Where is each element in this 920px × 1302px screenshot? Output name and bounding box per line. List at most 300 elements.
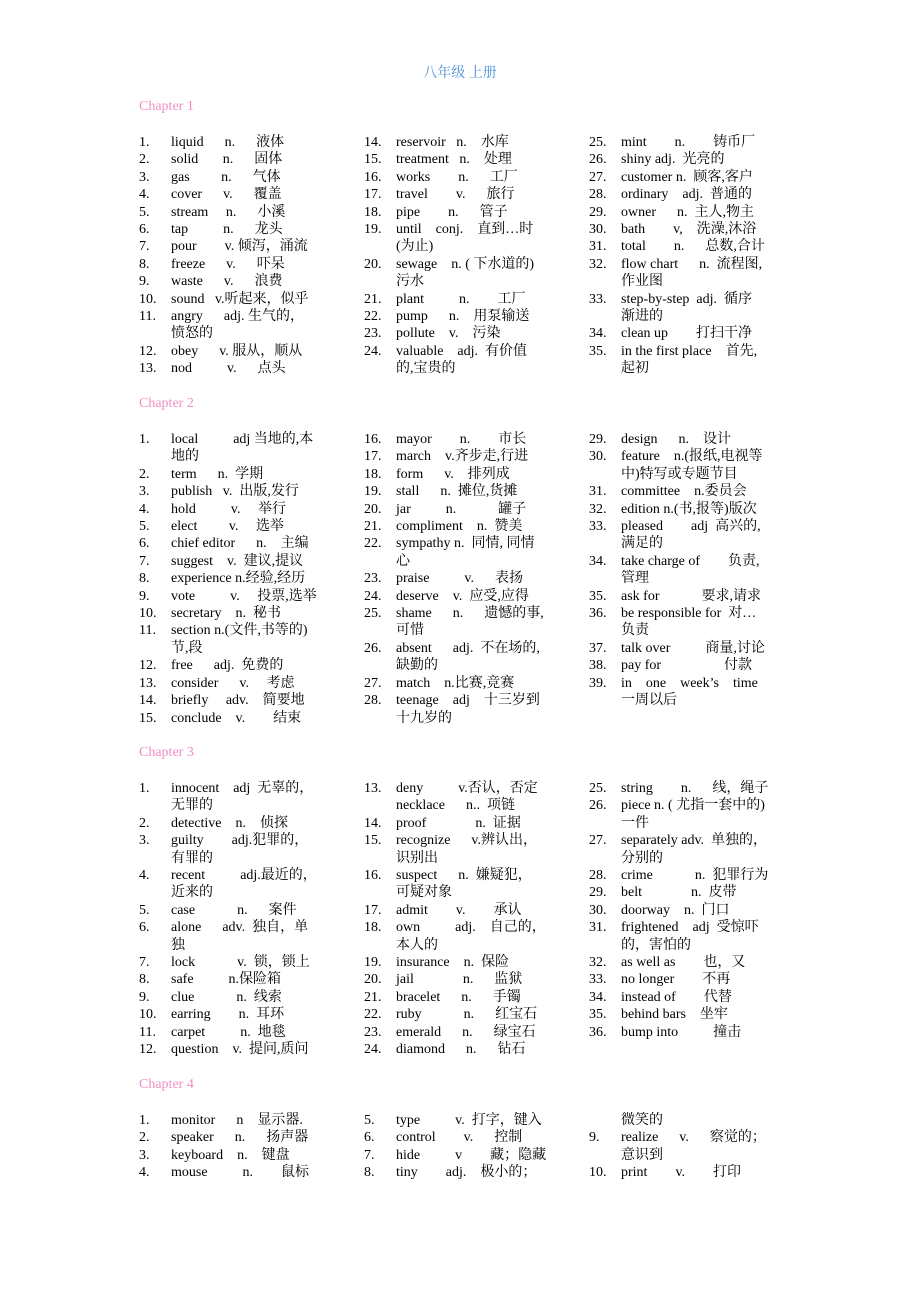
chapter-3-column-3 bbox=[589, 780, 804, 1041]
entry-text: pleased adj 高兴的, 满足的 bbox=[621, 519, 761, 552]
vocab-entry bbox=[364, 692, 579, 727]
vocab-entry bbox=[589, 238, 804, 255]
vocab-entry bbox=[139, 360, 354, 377]
entry-text: step-by-step adj. 循序 渐进的 bbox=[621, 291, 753, 325]
entry-text: absent adj. 不在场的, 缺勤的 bbox=[396, 640, 540, 674]
entry-number: 13. bbox=[364, 781, 382, 796]
entry-number: 4. bbox=[139, 1165, 150, 1181]
entry-number: 28. bbox=[589, 187, 607, 203]
vocab-entry bbox=[589, 1006, 804, 1023]
entry-text: piece n. ( 尤指一套中的) 一件 bbox=[621, 798, 765, 831]
entry-number: 19. bbox=[364, 222, 382, 238]
vocab-entry bbox=[589, 204, 804, 221]
entry-number: 30. bbox=[589, 449, 607, 465]
entry-text: travel v. 旅行 bbox=[396, 187, 515, 203]
entry-number: 23. bbox=[364, 1024, 382, 1040]
entry-text: bath v, 洗澡,沐浴 bbox=[621, 222, 757, 238]
vocab-entry bbox=[589, 954, 804, 971]
vocab-entry bbox=[139, 291, 354, 308]
entry-text: waste v. 浪费 bbox=[171, 274, 283, 290]
vocab-entry bbox=[139, 815, 354, 832]
entry-number: 14. bbox=[364, 815, 382, 831]
vocab-entry bbox=[139, 919, 354, 954]
vocab-entry bbox=[139, 605, 354, 622]
entry-number: 9. bbox=[139, 588, 150, 604]
entry-text: 微笑的 bbox=[621, 1113, 663, 1128]
entry-number: 6. bbox=[139, 536, 150, 552]
vocab-entry bbox=[364, 466, 579, 483]
vocab-entry bbox=[364, 797, 579, 814]
entry-number: 9. bbox=[589, 1130, 600, 1146]
vocab-entry bbox=[139, 1041, 354, 1058]
vocab-entry bbox=[364, 902, 579, 919]
entry-text: type v. 打字，键入 bbox=[396, 1113, 542, 1128]
entry-number: 26. bbox=[589, 152, 607, 168]
entry-text: bump into 撞击 bbox=[621, 1024, 742, 1040]
entry-number: 19. bbox=[364, 955, 382, 971]
vocab-entry bbox=[589, 483, 804, 500]
entry-text: clue n. 线索 bbox=[171, 989, 282, 1005]
vocab-entry bbox=[589, 1129, 804, 1164]
entry-text: flow chart n. 流程图, 作业图 bbox=[621, 256, 763, 290]
vocab-entry bbox=[364, 204, 579, 221]
entry-text: monitor n 显示器. bbox=[171, 1113, 303, 1128]
vocab-entry bbox=[364, 675, 579, 692]
entry-number: 20. bbox=[364, 972, 382, 988]
entry-number: 29. bbox=[589, 885, 607, 901]
chapter-4-column-3 bbox=[589, 1112, 804, 1182]
entry-text: suggest v. 建议,提议 bbox=[171, 553, 304, 569]
chapter-4-column-2 bbox=[364, 1112, 579, 1182]
entry-text: conclude v. 结束 bbox=[171, 710, 302, 726]
entry-number: 13. bbox=[139, 361, 157, 377]
entry-number: 10. bbox=[139, 606, 157, 622]
vocab-entry bbox=[139, 553, 354, 570]
entry-number: 36. bbox=[589, 1024, 607, 1040]
entry-text: pipe n. 管子 bbox=[396, 204, 508, 220]
entry-text: praise v. 表扬 bbox=[396, 571, 524, 587]
entry-text: crime n. 犯罪行为 bbox=[621, 868, 769, 884]
entry-text: tiny adj. 极小的； bbox=[396, 1165, 537, 1181]
chapter-2-column-2 bbox=[364, 431, 579, 727]
entry-text: insurance n. 保险 bbox=[396, 955, 510, 971]
entry-text: sewage n. ( 下水道的) 污水 bbox=[396, 256, 535, 290]
entry-number: 17. bbox=[364, 449, 382, 465]
entry-text: ordinary adj. 普通的 bbox=[621, 187, 753, 203]
vocab-entry bbox=[589, 256, 804, 291]
chapter-1-column-3 bbox=[589, 134, 804, 378]
entry-text: recent adj.最近的， 近来的 bbox=[171, 868, 317, 901]
vocab-entry bbox=[589, 518, 804, 553]
entry-number: 19. bbox=[364, 484, 382, 500]
vocab-entry bbox=[364, 1112, 579, 1129]
entry-text: briefly adv. 简要地 bbox=[171, 693, 305, 709]
entry-text: local adj 当地的,本 地的 bbox=[171, 432, 314, 465]
entry-text: instead of 代替 bbox=[621, 989, 732, 1005]
entry-text: owner n. 主人,物主 bbox=[621, 204, 754, 220]
vocab-entry bbox=[139, 989, 354, 1006]
entry-number: 7. bbox=[139, 239, 150, 255]
vocab-entry bbox=[139, 518, 354, 535]
entry-text: pour v. 倾泻，涌流 bbox=[171, 239, 308, 255]
entry-text: separately adv. 单独的， 分别的 bbox=[621, 833, 768, 866]
entry-number: 22. bbox=[364, 309, 382, 325]
entry-number: 11. bbox=[139, 1024, 156, 1040]
vocab-entry bbox=[139, 466, 354, 483]
vocab-entry bbox=[364, 640, 579, 675]
entry-number: 20. bbox=[364, 256, 382, 272]
vocab-entry bbox=[589, 588, 804, 605]
entry-text: feature n.(报纸,电视等 中)特写或专题节目 bbox=[621, 449, 763, 482]
entry-number: 17. bbox=[364, 902, 382, 918]
entry-text: jail n. 监狱 bbox=[396, 972, 523, 988]
vocab-entry bbox=[364, 1147, 579, 1164]
entry-text: works n. 工厂 bbox=[396, 169, 518, 185]
vocab-entry bbox=[139, 501, 354, 518]
entry-number: 32. bbox=[589, 501, 607, 517]
vocab-entry bbox=[364, 151, 579, 168]
entry-number: 23. bbox=[364, 326, 382, 342]
entry-text: no longer 不再 bbox=[621, 972, 731, 988]
entry-number: 9. bbox=[139, 989, 150, 1005]
entry-number: 11. bbox=[139, 623, 156, 639]
entry-text: diamond n. 钻石 bbox=[396, 1042, 526, 1058]
entry-number: 24. bbox=[364, 588, 382, 604]
entry-number: 24. bbox=[364, 1042, 382, 1058]
entry-number: 25. bbox=[589, 135, 607, 150]
entry-text: until conj. 直到…时 (为止) bbox=[396, 222, 534, 255]
vocab-entry bbox=[589, 1024, 804, 1041]
entry-number: 15. bbox=[364, 833, 382, 849]
vocab-entry bbox=[139, 1006, 354, 1023]
entry-text: bracelet n. 手镯 bbox=[396, 989, 521, 1005]
entry-number: 32. bbox=[589, 955, 607, 971]
entry-number: 21. bbox=[364, 291, 382, 307]
vocab-entry bbox=[364, 570, 579, 587]
entry-text: customer n. 顾客,客户 bbox=[621, 169, 753, 185]
entry-text: sound v.听起来，似乎 bbox=[171, 291, 309, 307]
entry-number: 35. bbox=[589, 343, 607, 359]
entry-number: 18. bbox=[364, 920, 382, 936]
entry-number: 21. bbox=[364, 519, 382, 535]
entry-text: treatment n. 处理 bbox=[396, 152, 512, 168]
entry-number: 3. bbox=[139, 169, 150, 185]
vocab-entry bbox=[364, 1129, 579, 1146]
vocab-entry bbox=[139, 186, 354, 203]
vocab-entry bbox=[139, 535, 354, 552]
entry-text: deserve v. 应受,应得 bbox=[396, 588, 529, 604]
entry-number: 3. bbox=[139, 833, 150, 849]
entry-number: 9. bbox=[139, 274, 150, 290]
entry-text: freeze v. 吓呆 bbox=[171, 256, 285, 272]
vocab-entry bbox=[364, 186, 579, 203]
vocab-entry bbox=[589, 501, 804, 518]
entry-number: 37. bbox=[589, 640, 607, 656]
entry-number: 15. bbox=[139, 710, 157, 726]
entry-number: 3. bbox=[139, 1147, 150, 1163]
entry-text: valuable adj. 有价值 的,宝贵的 bbox=[396, 343, 528, 377]
vocab-entry bbox=[364, 343, 579, 378]
vocab-entry bbox=[139, 1164, 354, 1181]
entry-number: 4. bbox=[139, 187, 150, 203]
entry-text: tap n. 龙头 bbox=[171, 222, 283, 238]
entry-number: 29. bbox=[589, 204, 607, 220]
entry-number: 2. bbox=[139, 152, 150, 168]
entry-text: march v.齐步走,行进 bbox=[396, 449, 529, 465]
vocab-entry bbox=[589, 325, 804, 342]
entry-text: speaker n. 扬声器 bbox=[171, 1130, 309, 1146]
vocab-entry bbox=[364, 169, 579, 186]
chapter-1-column-2 bbox=[364, 134, 579, 378]
vocab-entry bbox=[139, 169, 354, 186]
entry-number: 17. bbox=[364, 187, 382, 203]
vocab-entry bbox=[139, 710, 354, 727]
entry-text: lock v. 锁，锁上 bbox=[171, 955, 310, 971]
entry-text: pay for 付款 bbox=[621, 658, 753, 674]
entry-text: guilty adj.犯罪的， 有罪的 bbox=[171, 833, 309, 866]
entry-number: 2. bbox=[139, 815, 150, 831]
entry-number: 3. bbox=[139, 484, 150, 500]
entry-text: realize v. 察觉的； 意识到 bbox=[621, 1130, 766, 1163]
entry-number: 14. bbox=[364, 135, 382, 150]
entry-number: 26. bbox=[589, 798, 607, 814]
vocab-entry bbox=[364, 954, 579, 971]
entry-number: 31. bbox=[589, 484, 607, 500]
entry-number: 10. bbox=[139, 291, 157, 307]
vocab-entry bbox=[364, 291, 579, 308]
entry-number: 18. bbox=[364, 466, 382, 482]
vocab-entry bbox=[364, 431, 579, 448]
entry-text: deny v.否认，否定 bbox=[396, 781, 538, 796]
vocab-entry bbox=[364, 518, 579, 535]
vocab-entry bbox=[364, 308, 579, 325]
entry-text: nod v. 点头 bbox=[171, 361, 286, 377]
entry-number bbox=[364, 797, 396, 814]
entry-number: 10. bbox=[589, 1165, 607, 1181]
entry-number: 18. bbox=[364, 204, 382, 220]
vocab-entry bbox=[139, 256, 354, 273]
entry-text: ruby n. 红宝石 bbox=[396, 1007, 538, 1023]
vocab-entry bbox=[364, 919, 579, 954]
entry-text: liquid n. 液体 bbox=[171, 135, 285, 150]
vocab-entry bbox=[589, 151, 804, 168]
vocab-entry bbox=[589, 134, 804, 151]
entry-number: 7. bbox=[364, 1147, 375, 1163]
vocab-entry bbox=[589, 919, 804, 954]
entry-number: 1. bbox=[139, 1113, 150, 1128]
vocab-entry bbox=[589, 989, 804, 1006]
entry-number: 8. bbox=[139, 256, 150, 272]
entry-number: 33. bbox=[589, 519, 607, 535]
entry-text: alone adv. 独自，单 独 bbox=[171, 920, 309, 953]
vocab-entry bbox=[364, 588, 579, 605]
vocab-entry bbox=[364, 605, 579, 640]
vocab-entry bbox=[589, 971, 804, 988]
vocab-entry bbox=[589, 448, 804, 483]
entry-text: clean up 打扫干净 bbox=[621, 326, 753, 342]
entry-number: 13. bbox=[139, 675, 157, 691]
entry-text: innocent adj 无辜的， 无罪的 bbox=[171, 781, 314, 814]
entry-text: shiny adj. 光亮的 bbox=[621, 152, 725, 168]
entry-text: carpet n. 地毯 bbox=[171, 1024, 286, 1040]
entry-number: 11. bbox=[139, 309, 156, 325]
entry-number: 27. bbox=[364, 675, 382, 691]
vocab-entry bbox=[364, 971, 579, 988]
vocab-entry bbox=[589, 186, 804, 203]
entry-number: 1. bbox=[139, 432, 150, 447]
entry-number: 23. bbox=[364, 571, 382, 587]
entry-text: compliment n. 赞美 bbox=[396, 519, 523, 535]
vocab-entry bbox=[589, 553, 804, 588]
vocab-entry bbox=[139, 134, 354, 151]
entry-number: 28. bbox=[364, 693, 382, 709]
entry-text: talk over 商量,讨论 bbox=[621, 640, 765, 656]
vocab-entry bbox=[139, 308, 354, 343]
entry-number: 10. bbox=[139, 1007, 157, 1023]
vocab-entry bbox=[589, 675, 804, 710]
entry-number: 34. bbox=[589, 553, 607, 569]
entry-text: ask for 要求,请求 bbox=[621, 588, 761, 604]
entry-text: recognize v.辨认出， 识别出 bbox=[396, 833, 537, 866]
entry-text: committee n.委员会 bbox=[621, 484, 747, 500]
entry-text: design n. 设计 bbox=[621, 432, 732, 447]
vocab-entry bbox=[139, 151, 354, 168]
entry-text: emerald n. 绿宝石 bbox=[396, 1024, 536, 1040]
entry-number: 31. bbox=[589, 239, 607, 255]
vocab-entry bbox=[139, 588, 354, 605]
entry-text: in the first place 首先, 起初 bbox=[621, 343, 758, 377]
entry-number: 35. bbox=[589, 1007, 607, 1023]
chapter-heading: Chapter 3 bbox=[139, 745, 194, 760]
entry-number: 39. bbox=[589, 675, 607, 691]
vocab-entry bbox=[589, 1164, 804, 1181]
entry-number: 25. bbox=[364, 606, 382, 622]
entry-text: form v. 排列成 bbox=[396, 466, 510, 482]
vocab-entry bbox=[139, 954, 354, 971]
entry-text: mayor n. 市长 bbox=[396, 432, 527, 447]
entry-text: elect v. 选举 bbox=[171, 519, 285, 535]
entry-text: jar n. 罐子 bbox=[396, 501, 527, 517]
vocab-entry bbox=[139, 675, 354, 692]
entry-number: 34. bbox=[589, 326, 607, 342]
entry-number: 5. bbox=[139, 902, 150, 918]
vocab-entry bbox=[589, 169, 804, 186]
vocab-entry bbox=[139, 657, 354, 674]
entry-number: 15. bbox=[364, 152, 382, 168]
entry-text: solid n. 固体 bbox=[171, 152, 283, 168]
vocab-entry bbox=[139, 971, 354, 988]
entry-number: 38. bbox=[589, 658, 607, 674]
vocab-entry bbox=[364, 832, 579, 867]
vocab-entry bbox=[589, 884, 804, 901]
page-title: 八年级 上册 bbox=[423, 66, 497, 81]
entry-text: chief editor n. 主编 bbox=[171, 536, 309, 552]
entry-number: 26. bbox=[364, 640, 382, 656]
vocab-entry bbox=[589, 1112, 804, 1129]
entry-text: question v. 提问,质问 bbox=[171, 1042, 309, 1058]
entry-text: mint n. 铸币厂 bbox=[621, 135, 756, 150]
vocab-entry bbox=[364, 134, 579, 151]
entry-number: 30. bbox=[589, 902, 607, 918]
vocab-entry bbox=[589, 221, 804, 238]
entry-text: mouse n. 鼠标 bbox=[171, 1165, 310, 1181]
vocab-entry bbox=[364, 535, 579, 570]
vocab-entry bbox=[589, 780, 804, 797]
entry-number: 16. bbox=[364, 432, 382, 447]
vocab-entry bbox=[589, 867, 804, 884]
entry-text: vote v. 投票,选举 bbox=[171, 588, 317, 604]
entry-number: 22. bbox=[364, 1007, 382, 1023]
entry-text: pollute v. 污染 bbox=[396, 326, 501, 342]
vocab-entry bbox=[364, 1024, 579, 1041]
entry-number: 28. bbox=[589, 868, 607, 884]
entry-text: obey v. 服从，顺从 bbox=[171, 343, 303, 359]
chapter-heading: Chapter 1 bbox=[139, 99, 194, 114]
entry-number: 5. bbox=[139, 204, 150, 220]
entry-text: free adj. 免费的 bbox=[171, 658, 284, 674]
entry-number: 33. bbox=[589, 291, 607, 307]
entry-number: 1. bbox=[139, 781, 150, 796]
entry-number: 4. bbox=[139, 868, 150, 884]
entry-number: 8. bbox=[139, 571, 150, 587]
vocab-entry bbox=[139, 431, 354, 466]
entry-number: 32. bbox=[589, 256, 607, 272]
entry-text: match n.比赛,竞赛 bbox=[396, 675, 515, 691]
entry-number: 33. bbox=[589, 972, 607, 988]
chapter-3-column-2 bbox=[364, 780, 579, 1059]
entry-number: 29. bbox=[589, 432, 607, 447]
chapter-heading: Chapter 4 bbox=[139, 1077, 194, 1092]
vocab-entry bbox=[139, 343, 354, 360]
entry-number: 12. bbox=[139, 658, 157, 674]
vocab-entry bbox=[364, 448, 579, 465]
entry-text: plant n. 工厂 bbox=[396, 291, 526, 307]
entry-number: 31. bbox=[589, 920, 607, 936]
entry-text: shame n. 遗憾的事, 可惜 bbox=[396, 606, 544, 639]
entry-text: suspect n. 嫌疑犯， 可疑对象 bbox=[396, 868, 532, 901]
entry-text: belt n. 皮带 bbox=[621, 885, 737, 901]
entry-text: behind bars 坐牢 bbox=[621, 1007, 728, 1023]
entry-text: admit v. 承认 bbox=[396, 902, 522, 918]
entry-text: control v. 控制 bbox=[396, 1130, 523, 1146]
vocab-entry bbox=[364, 501, 579, 518]
entry-text: gas n. 气体 bbox=[171, 169, 281, 185]
entry-number: 12. bbox=[139, 343, 157, 359]
entry-number: 16. bbox=[364, 868, 382, 884]
vocab-entry bbox=[589, 640, 804, 657]
entry-text: total n. 总数,合计 bbox=[621, 239, 765, 255]
entry-number: 27. bbox=[589, 169, 607, 185]
entry-text: reservoir n. 水库 bbox=[396, 135, 509, 150]
chapter-2-column-1 bbox=[139, 431, 354, 727]
entry-number: 34. bbox=[589, 989, 607, 1005]
entry-number: 35. bbox=[589, 588, 607, 604]
chapter-4-column-1 bbox=[139, 1112, 354, 1182]
vocab-entry bbox=[139, 1024, 354, 1041]
entry-number: 14. bbox=[139, 693, 157, 709]
entry-number: 7. bbox=[139, 553, 150, 569]
entry-number: 2. bbox=[139, 1130, 150, 1146]
entry-text: consider v. 考虑 bbox=[171, 675, 295, 691]
vocab-entry bbox=[139, 1129, 354, 1146]
entry-text: hold v. 举行 bbox=[171, 501, 286, 517]
entry-number: 6. bbox=[139, 222, 150, 238]
entry-text: secretary n. 秘书 bbox=[171, 606, 282, 622]
chapter-1-column-1 bbox=[139, 134, 354, 378]
entry-number: 6. bbox=[139, 920, 150, 936]
entry-text: string n. 线，绳子 bbox=[621, 781, 769, 796]
vocab-entry bbox=[139, 570, 354, 587]
